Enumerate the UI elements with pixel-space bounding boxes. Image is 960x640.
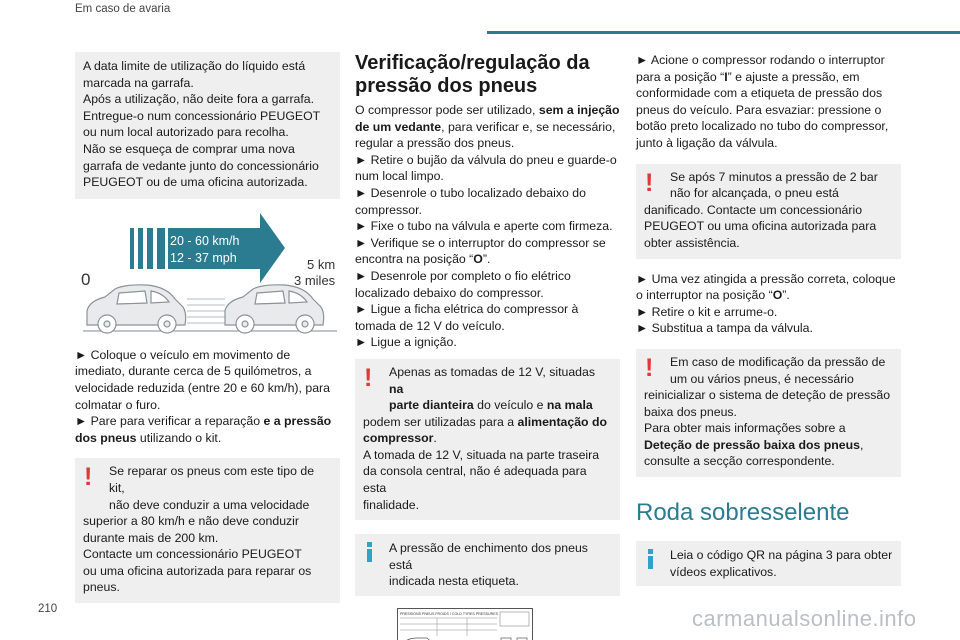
text-line: conformidade com a etiqueta de pressão dos [636,86,883,101]
note-line: ou num local autorizado para recolha. [83,125,289,140]
note-box-sealant [75,52,340,199]
text-line: ► Ligue a ficha elétrica do compressor à [355,302,579,317]
distance-miles-label: 3 miles [294,272,336,288]
header-rule [487,31,960,34]
text-line: ► Fixe o tubo na válvula e aperte com firmeza. [355,219,613,234]
note-line: A data limite de utilização do líquido está [83,59,306,73]
text-line: para a posição “I” e ajuste a pressão, em [636,69,860,84]
text-line: ► Uma vez atingida a pressão correta, coloque [636,271,896,286]
speed-kmh-label: 20 - 60 km/h [170,233,240,248]
running-head: Em caso de avaria [75,3,171,15]
warning-box-reset-detection [636,349,901,477]
text-line: num local limpo. [355,169,444,184]
car-moving-icon [225,285,324,333]
watermark: carmanualsonline.info [692,606,917,631]
drive-illustration [75,213,340,333]
note-line: PEUGEOT ou de uma oficina autorizada. [83,175,308,190]
warning-line: baixa dos pneus. [644,404,737,419]
section-title-spare-wheel: Roda sobresselente [636,499,850,527]
note-line: Após a utilização, não deite fora a garrafa. [83,92,315,107]
page-number: 210 [38,603,58,615]
text-line: compressor. [355,202,422,217]
warning-box-sockets [355,359,620,520]
text-line: regular a pressão dos pneus. [355,136,515,151]
warning-line: Se reparar os pneus com este tipo de kit, [109,464,315,495]
text-line: ► Retire o kit e arrume-o. [636,304,778,319]
distance-km-label: 5 km [307,256,336,272]
warning-exclamation-icon: ! [645,168,654,197]
warning-line: consulte a secção correspondente. [644,454,835,469]
warning-line: ou uma oficina autorizada para reparar os [83,563,312,578]
text-line: ► Coloque o veículo em movimento de [75,347,291,362]
warning-box-damaged-tyre [636,164,901,259]
text-line: tomada de 12 V do veículo. [355,318,505,333]
paragraph-compressor [636,52,901,152]
section-title-pressure: Verificação/regulação da pressão dos pneus [355,52,590,97]
warning-line: parte dianteira do veículo e na mala [389,398,593,413]
warning-line: da consola central, não é adequada para esta [363,464,587,496]
text-line: colmatar o furo. [75,397,161,412]
tyre-pressure-label-image [397,608,533,640]
warning-line: durante mais de 200 km. [83,530,219,545]
warning-line: Para obter mais informações sobre a [644,421,846,436]
text-line: imediato, durante cerca de 5 quilómetros, a [75,364,312,379]
paragraph-finish [636,271,901,337]
note-line: Não se esqueça de comprar uma nova [83,141,295,156]
text-line: ► Acione o compressor rodando o interruptor [636,53,885,67]
column-3 [636,52,901,586]
warning-line: Apenas as tomadas de 12 V, situadas na [389,364,596,396]
info-line: Leia o código QR na página 3 para obter [670,548,893,563]
text-line: junto à ligação da válvula. [636,135,778,150]
text-line: o interruptor na posição “O”. [636,288,790,303]
info-box-label [355,534,620,596]
column-2 [355,52,620,640]
warning-line: um ou vários pneus, é necessário [670,371,854,386]
warning-box-speed [75,458,340,603]
warning-line: obter assistência. [644,235,740,250]
car-start-icon [87,285,186,333]
text-line: ► Retire o bujão da válvula do pneu e guarde-o [355,152,617,167]
note-line: marcada na garrafa. [83,75,194,90]
text-line: ► Desenrole o tubo localizado debaixo do [355,185,586,200]
paragraph-intro [355,102,620,351]
start-zero-label: 0 [81,269,91,289]
info-icon [648,549,653,569]
column-1 [75,52,340,603]
warning-line: Deteção de pressão baixa dos pneus, [644,437,864,452]
warning-line: não for alcançada, o pneu está [670,186,839,201]
text-line: ► Ligue a ignição. [355,335,457,350]
note-line: Entregue-o num concessionário PEUGEOT [83,108,321,123]
text-line: pneus do veículo. Para esvaziar: pressione o [636,102,882,117]
warning-line: finalidade. [363,497,420,512]
warning-line: superior a 80 km/h e não deve conduzir [83,514,300,529]
warning-line: PEUGEOT ou uma oficina autorizada para [644,219,877,234]
text-line: de um vedante, para verificar e, se necessário, [355,119,616,134]
paragraph-drive [75,347,340,447]
text-line: localizado debaixo do compressor. [355,285,544,300]
warning-exclamation-icon: ! [84,463,93,492]
warning-line: danificado. Contacte um concessionário [644,202,863,217]
speed-mph-label: 12 - 37 mph [170,250,237,265]
warning-line: pneus. [83,580,120,595]
text-line: ► Verifique se o interruptor do compressor se [355,235,606,250]
warning-line: reinicializar o sistema de deteção de pressão [644,388,891,403]
text-line: dos pneus utilizando o kit. [75,430,222,445]
text-line: ► Substitua a tampa da válvula. [636,321,813,336]
warning-line: podem ser utilizadas para a alimentação do [363,414,608,429]
warning-line: A tomada de 12 V, situada na parte traseira [363,447,600,462]
warning-line: compressor. [363,431,437,446]
info-line: vídeos explicativos. [670,564,777,579]
warning-line: Contacte um concessionário PEUGEOT [83,547,302,562]
info-icon [367,542,372,562]
text-line: botão preto localizado no tubo do compressor, [636,119,889,134]
warning-line: não deve conduzir a uma velocidade [109,497,310,512]
warning-exclamation-icon: ! [364,363,373,392]
text-line: encontra na posição “O”. [355,252,491,267]
drive-illustration-svg [75,213,340,338]
warning-exclamation-icon: ! [645,353,654,382]
text-line: velocidade reduzida (entre 20 e 60 km/h), para [75,380,330,395]
text-line: ► Desenrole por completo o fio elétrico [355,268,571,283]
warning-line: Se após 7 minutos a pressão de 2 bar [670,169,878,184]
label-heading: PRESSIONS PNEUS FROIDS / COLD TYRES PRESSURES [400,612,498,617]
note-line: garrafa de vedante junto do concessionário [83,158,319,173]
warning-line: Em caso de modificação da pressão de [670,354,886,369]
info-line: A pressão de enchimento dos pneus está [389,541,588,572]
info-box-qr [636,541,901,586]
text-line: O compressor pode ser utilizado, sem a injeção [355,103,620,117]
text-line: ► Pare para verificar a reparação e a pressão [75,414,332,429]
info-line: indicada nesta etiqueta. [389,574,519,589]
